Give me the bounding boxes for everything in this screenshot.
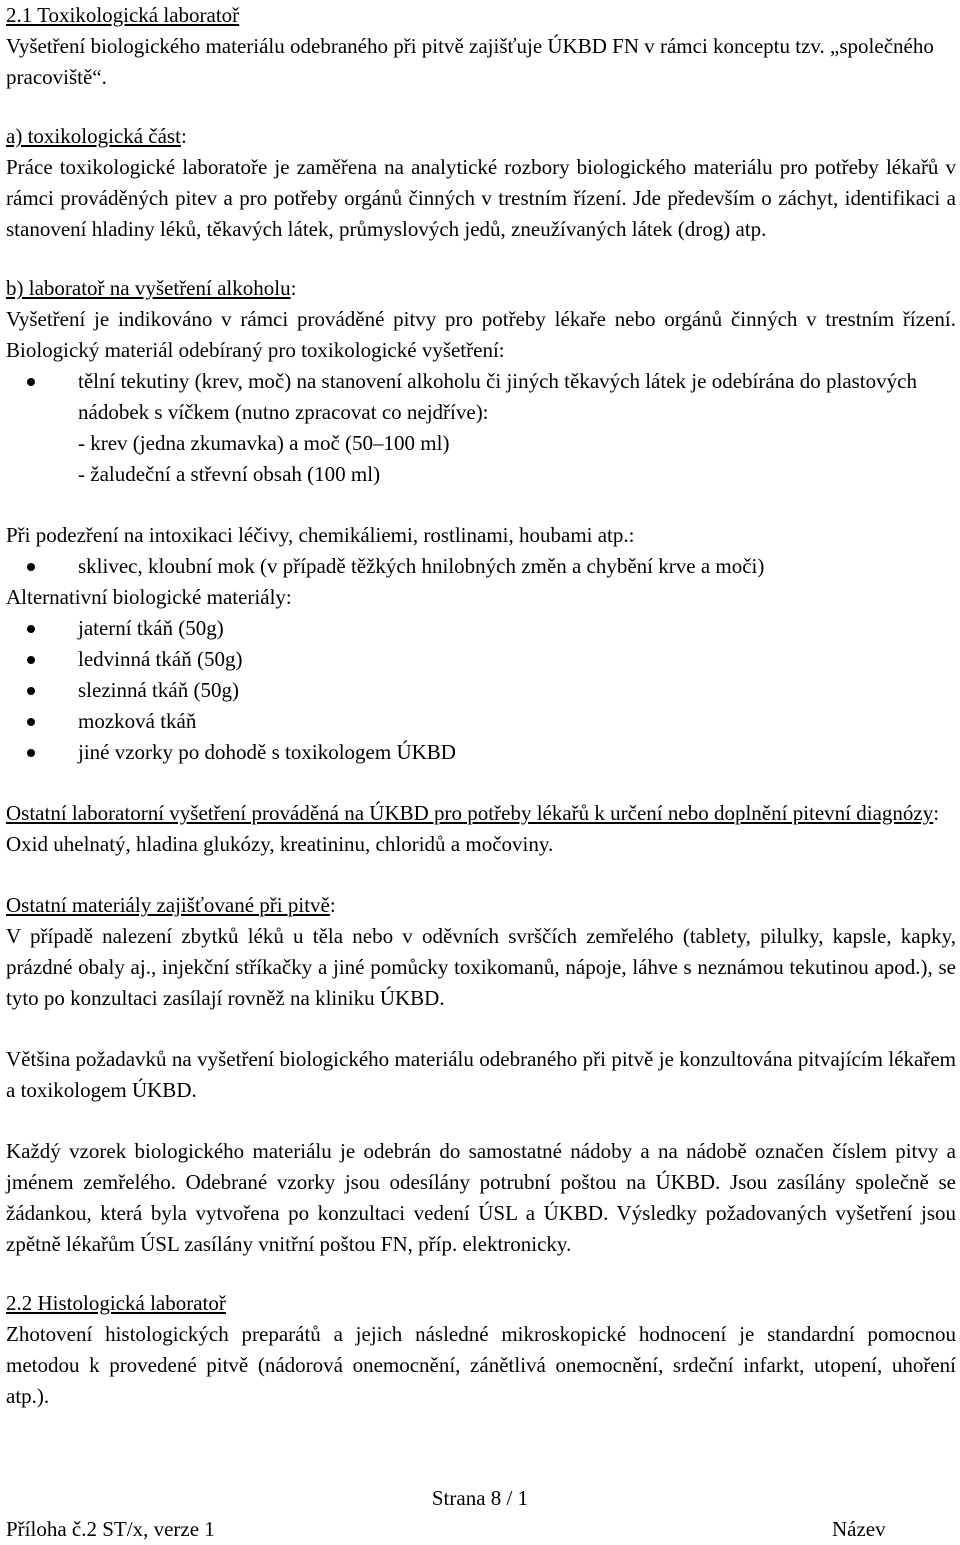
bullet-icon [27, 378, 35, 386]
list-item-text: sklivec, kloubní mok (v případě těžkých hnilobných změn a chybění krve a moči) [78, 554, 765, 578]
other-lab-heading [6, 798, 956, 829]
list-item-vitreous [6, 551, 956, 582]
colon: : [180, 124, 187, 148]
list-item-text: slezinná tkáň (50g) [78, 678, 239, 702]
list-item [6, 613, 956, 644]
paragraph-a: Práce toxikologické laboratoře je zaměřena na analytické rozbory biologického materiálu pro potřeby lékařů v rámci prováděných pitev a pro potřeby orgánů činných v trestním řízení. Jde především o záchyt, identifikaci a stanovení hladiny léků, těkavých látek, průmyslových jedů, zneužívaných látek (drog) atp. [6, 155, 956, 241]
colon: : [933, 801, 940, 825]
bullet-icon [27, 563, 35, 571]
list-item [6, 706, 956, 737]
other-materials-heading-text: Ostatní materiály zajišťované při pitvě [6, 893, 330, 917]
subheading-b-text: b) laboratoř na vyšetření alkoholu [6, 276, 291, 300]
bullet-icon [27, 625, 35, 633]
list-item-text: tělní tekutiny (krev, moč) na stanovení alkoholu či jiných těkavých látek je odebírána do plastových nádobek s víčkem (nutno zpracovat co nejdříve): [78, 369, 917, 424]
bullet-icon [27, 718, 35, 726]
each-sample-paragraph: Každý vzorek biologického materiálu je odebrán do samostatné nádoby a na nádobě označen číslem pitvy a jménem zemřelého. Odebrané vzorky jsou odesílány potrubní poštou na ÚKBD. Jsou zasílány společně se žádankou, která byla vytvořena po konzultaci vedení ÚSL a ÚKBD. Výsledky požadovaných vyšetření jsou zpětně lékařům ÚSL zasílány vnitřní poštou FN, příp. elektronicky. [6, 1139, 956, 1256]
list-item-text: jiné vzorky po dohodě s toxikologem ÚKBD [78, 740, 456, 764]
list-item-text: mozková tkáň [78, 709, 197, 733]
other-materials-heading [6, 890, 956, 921]
bullet-icon [27, 687, 35, 695]
footer-title: Název [832, 1517, 886, 1541]
histology-paragraph: Zhotovení histologických preparátů a jejich následné mikroskopické hodnocení je standardní pomocnou metodou k provedené pitvě (nádorová onemocnění, zánětlivá onemocnění, srdeční infarkt, utopení, uhoření atp.). [6, 1322, 956, 1408]
colon: : [329, 893, 336, 917]
sub-item-stomach: - žaludeční a střevní obsah (100 ml) [78, 462, 381, 486]
footer-document-id: Příloha č.2 ST/x, verze 1 [6, 1517, 215, 1541]
other-lab-paragraph: Oxid uhelnatý, hladina glukózy, kreatininu, chloridů a močoviny. [6, 832, 554, 856]
section-heading-histology: 2.2 Histologická laboratoř [6, 1291, 226, 1315]
list-item-text: jaterní tkáň (50g) [78, 616, 224, 640]
subheading-b [6, 273, 956, 304]
colon: : [290, 276, 297, 300]
other-materials-paragraph: V případě nalezení zbytků léků u těla nebo v oděvních svrščích zemřelého (tablety, pilulky, kapsle, kapky, prázdné obaly aj., injekční stříkačky a jiné pomůcky toxikomanů, nápoje, láhve s neznámou tekutinou apod.), se tyto po konzultaci zasílají rovněž na kliniku ÚKBD. [6, 924, 956, 1010]
bullet-icon [27, 656, 35, 664]
page-number: Strana 8 / 1 [431, 1486, 529, 1510]
list-item [6, 644, 956, 675]
intro-paragraph: Vyšetření biologického materiálu odebraného při pitvě zajišťuje ÚKBD FN v rámci konceptu tzv. „společného pracoviště“. [6, 34, 934, 89]
suspicion-paragraph: Při podezření na intoxikaci léčivy, chemikáliemi, rostlinami, houbami atp.: [6, 523, 635, 547]
paragraph-b: Vyšetření je indikováno v rámci prováděné pitvy pro potřeby lékaře nebo orgánů činných v trestním řízení. Biologický materiál odebíraný pro toxikologické vyšetření: [6, 307, 956, 362]
subheading-a [6, 121, 956, 152]
bullet-icon [27, 749, 35, 757]
subheading-a-text: a) toxikologická část [6, 124, 181, 148]
section-heading-toxicology: 2.1 Toxikologická laboratoř [6, 3, 240, 27]
list-item-text: ledvinná tkáň (50g) [78, 647, 243, 671]
sub-item-blood: - krev (jedna zkumavka) a moč (50–100 ml) [78, 431, 450, 455]
list-item [6, 737, 956, 768]
other-lab-heading-text: Ostatní laboratorní vyšetření prováděná na ÚKBD pro potřeby lékařů k určení nebo doplnění pitevní diagnózy [6, 801, 934, 825]
document-page [6, 0, 956, 1412]
majority-paragraph: Většina požadavků na vyšetření biologického materiálu odebraného při pitvě je konzultována pitvajícím lékařem a toxikologem ÚKBD. [6, 1047, 956, 1102]
alt-materials-heading: Alternativní biologické materiály: [6, 585, 292, 609]
list-item [6, 675, 956, 706]
list-item-body-fluids [6, 366, 956, 428]
